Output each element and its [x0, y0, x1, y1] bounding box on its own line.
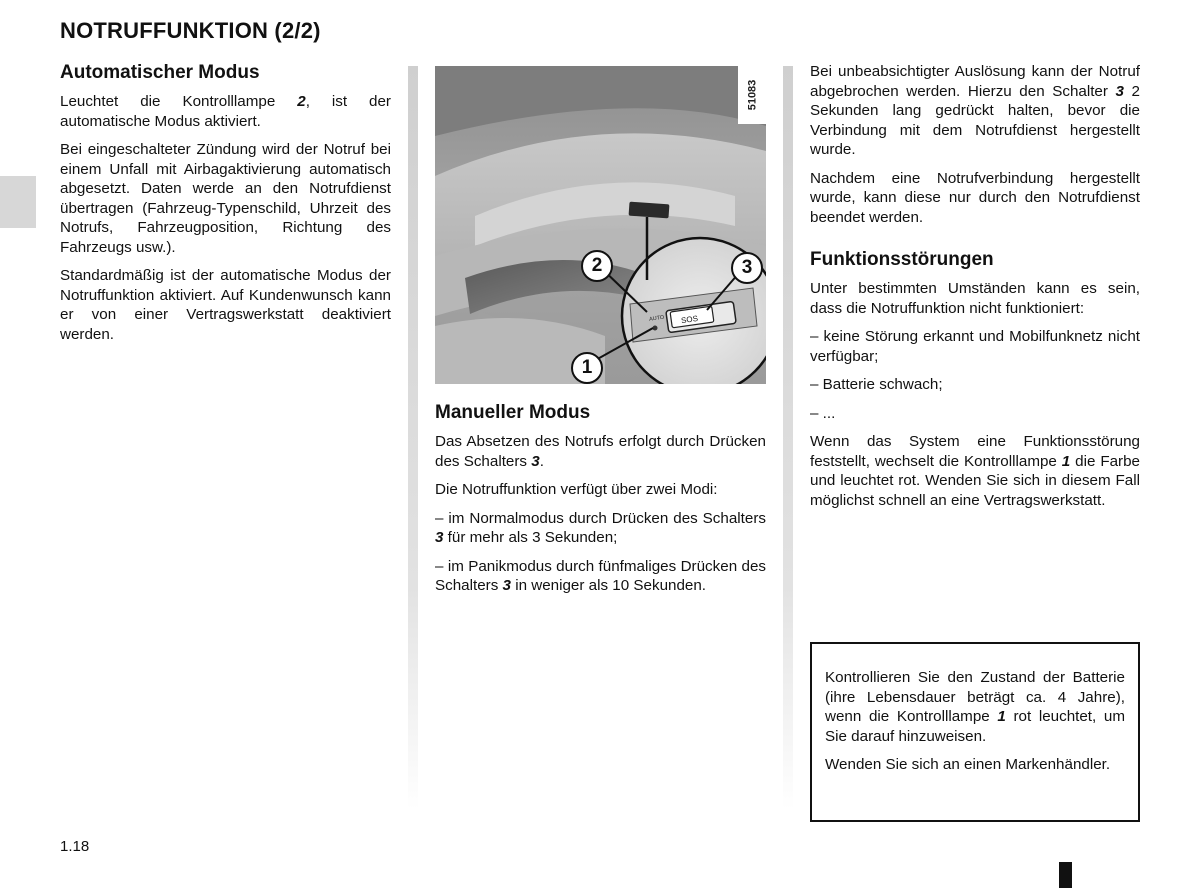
left-column — [60, 62, 391, 353]
malfunction-item-battery: – Batterie schwach; — [810, 376, 943, 393]
manual-mode-panic-item: – im Panikmodus durch fünfmaliges Drücken des Schalters 3 in weniger als 10 Sekunden. — [435, 557, 766, 594]
connection-paragraph: Nachdem eine Notrufverbindung hergestellt wurde, kann diese nur durch den Notrufdienst beendet werden. — [810, 169, 1140, 226]
middle-column — [435, 402, 766, 605]
page-title: NOTRUFFUNKTION (2/2) — [60, 18, 321, 43]
reference-3: 3 — [502, 577, 511, 594]
auto-lamp-label: AUTO — [648, 314, 665, 323]
reference-3: 3 — [531, 452, 540, 470]
manual-mode-paragraph-1: Das Absetzen des Notrufs erfolgt durch Drücken des Schalters 3. — [435, 433, 766, 470]
manual-mode-normal-item: – im Normalmodus durch Drücken des Schalters 3 für mehr als 3 Sekunden; — [435, 509, 766, 546]
cancel-paragraph: Bei unbeabsichtigter Auslösung kann der Notruf abgebrochen werden. Hierzu den Schalter 3 2 Sekunden lang gedrückt halten, bevor die Verbindung mit dem Notrufdienst hergestellt wurde. — [810, 63, 1140, 158]
manual-mode-heading: Manueller Modus — [435, 402, 591, 423]
malfunction-item-other: – ... — [810, 404, 836, 422]
malfunctions-paragraph: Unter bestimmten Umständen kann es sein, dass die Notruffunktion nicht funktioniert: — [810, 280, 1140, 317]
page-number: 1.18 — [60, 838, 90, 855]
malfunction-lamp-paragraph: Wenn das System eine Funktionsstörung feststellt, wechselt die Kontrolllampe 1 die Farbe und leuchtet rot. Wenden Sie sich in diesem Fall möglichst schnell an eine Vertragswerkstatt. — [810, 433, 1140, 509]
malfunctions-heading: Funktionsstörungen — [810, 249, 994, 270]
reference-1: 1 — [1061, 452, 1071, 470]
figure-number: 51083 — [738, 66, 766, 124]
sos-button-label: SOS — [680, 313, 699, 326]
automatic-mode-paragraph-2: Bei eingeschalteter Zündung wird der Notruf bei einem Unfall mit Airbagaktivierung automatisch abgesetzt. Daten werde an den Notrufdienst übertragen (Fahrzeug-Typenschild, Uhrzeit des Notrufs, Fahrzeugposition, Richtung des Fahrzeugs usw.). — [60, 141, 391, 256]
manual-mode-paragraph-2: Die Notruffunktion verfügt über zwei Modi: — [435, 481, 718, 498]
edge-marker — [1059, 862, 1072, 888]
malfunction-item-network: – keine Störung erkannt und Mobilfunknetz nicht verfügbar; — [810, 328, 1140, 365]
automatic-mode-paragraph-1: Leuchtet die Kontrolllampe 2, ist der automatische Modus aktiviert. — [60, 93, 391, 130]
roof-console-illustration — [435, 66, 766, 384]
callout-3: 3 — [731, 252, 763, 284]
column-divider-right — [783, 66, 793, 810]
column-divider-left — [408, 66, 418, 810]
automatic-mode-paragraph-3: Standardmäßig ist der automatische Modus der Notruffunktion aktiviert. Auf Kundenwunsch kann er von einer Vertragswerkstatt deaktiviert werden. — [60, 267, 391, 343]
battery-notice-box — [810, 642, 1140, 822]
right-column — [810, 62, 1140, 519]
reference-3: 3 — [1115, 82, 1124, 100]
callout-2: 2 — [581, 250, 613, 282]
automatic-mode-heading: Automatischer Modus — [60, 62, 260, 83]
section-tab-marker — [0, 176, 36, 228]
reference-3: 3 — [435, 529, 444, 546]
notice-paragraph-2: Wenden Sie sich an einen Markenhändler. — [825, 756, 1111, 773]
notice-paragraph-1: Kontrollieren Sie den Zustand der Batterie (ihre Lebensdauer beträgt ca. 4 Jahre), wenn die Kontrolllampe 1 rot leuchtet, um Sie darauf hinzuweisen. — [825, 669, 1125, 745]
reference-1: 1 — [997, 708, 1006, 725]
callout-1: 1 — [571, 352, 603, 384]
reference-2: 2 — [297, 93, 306, 110]
